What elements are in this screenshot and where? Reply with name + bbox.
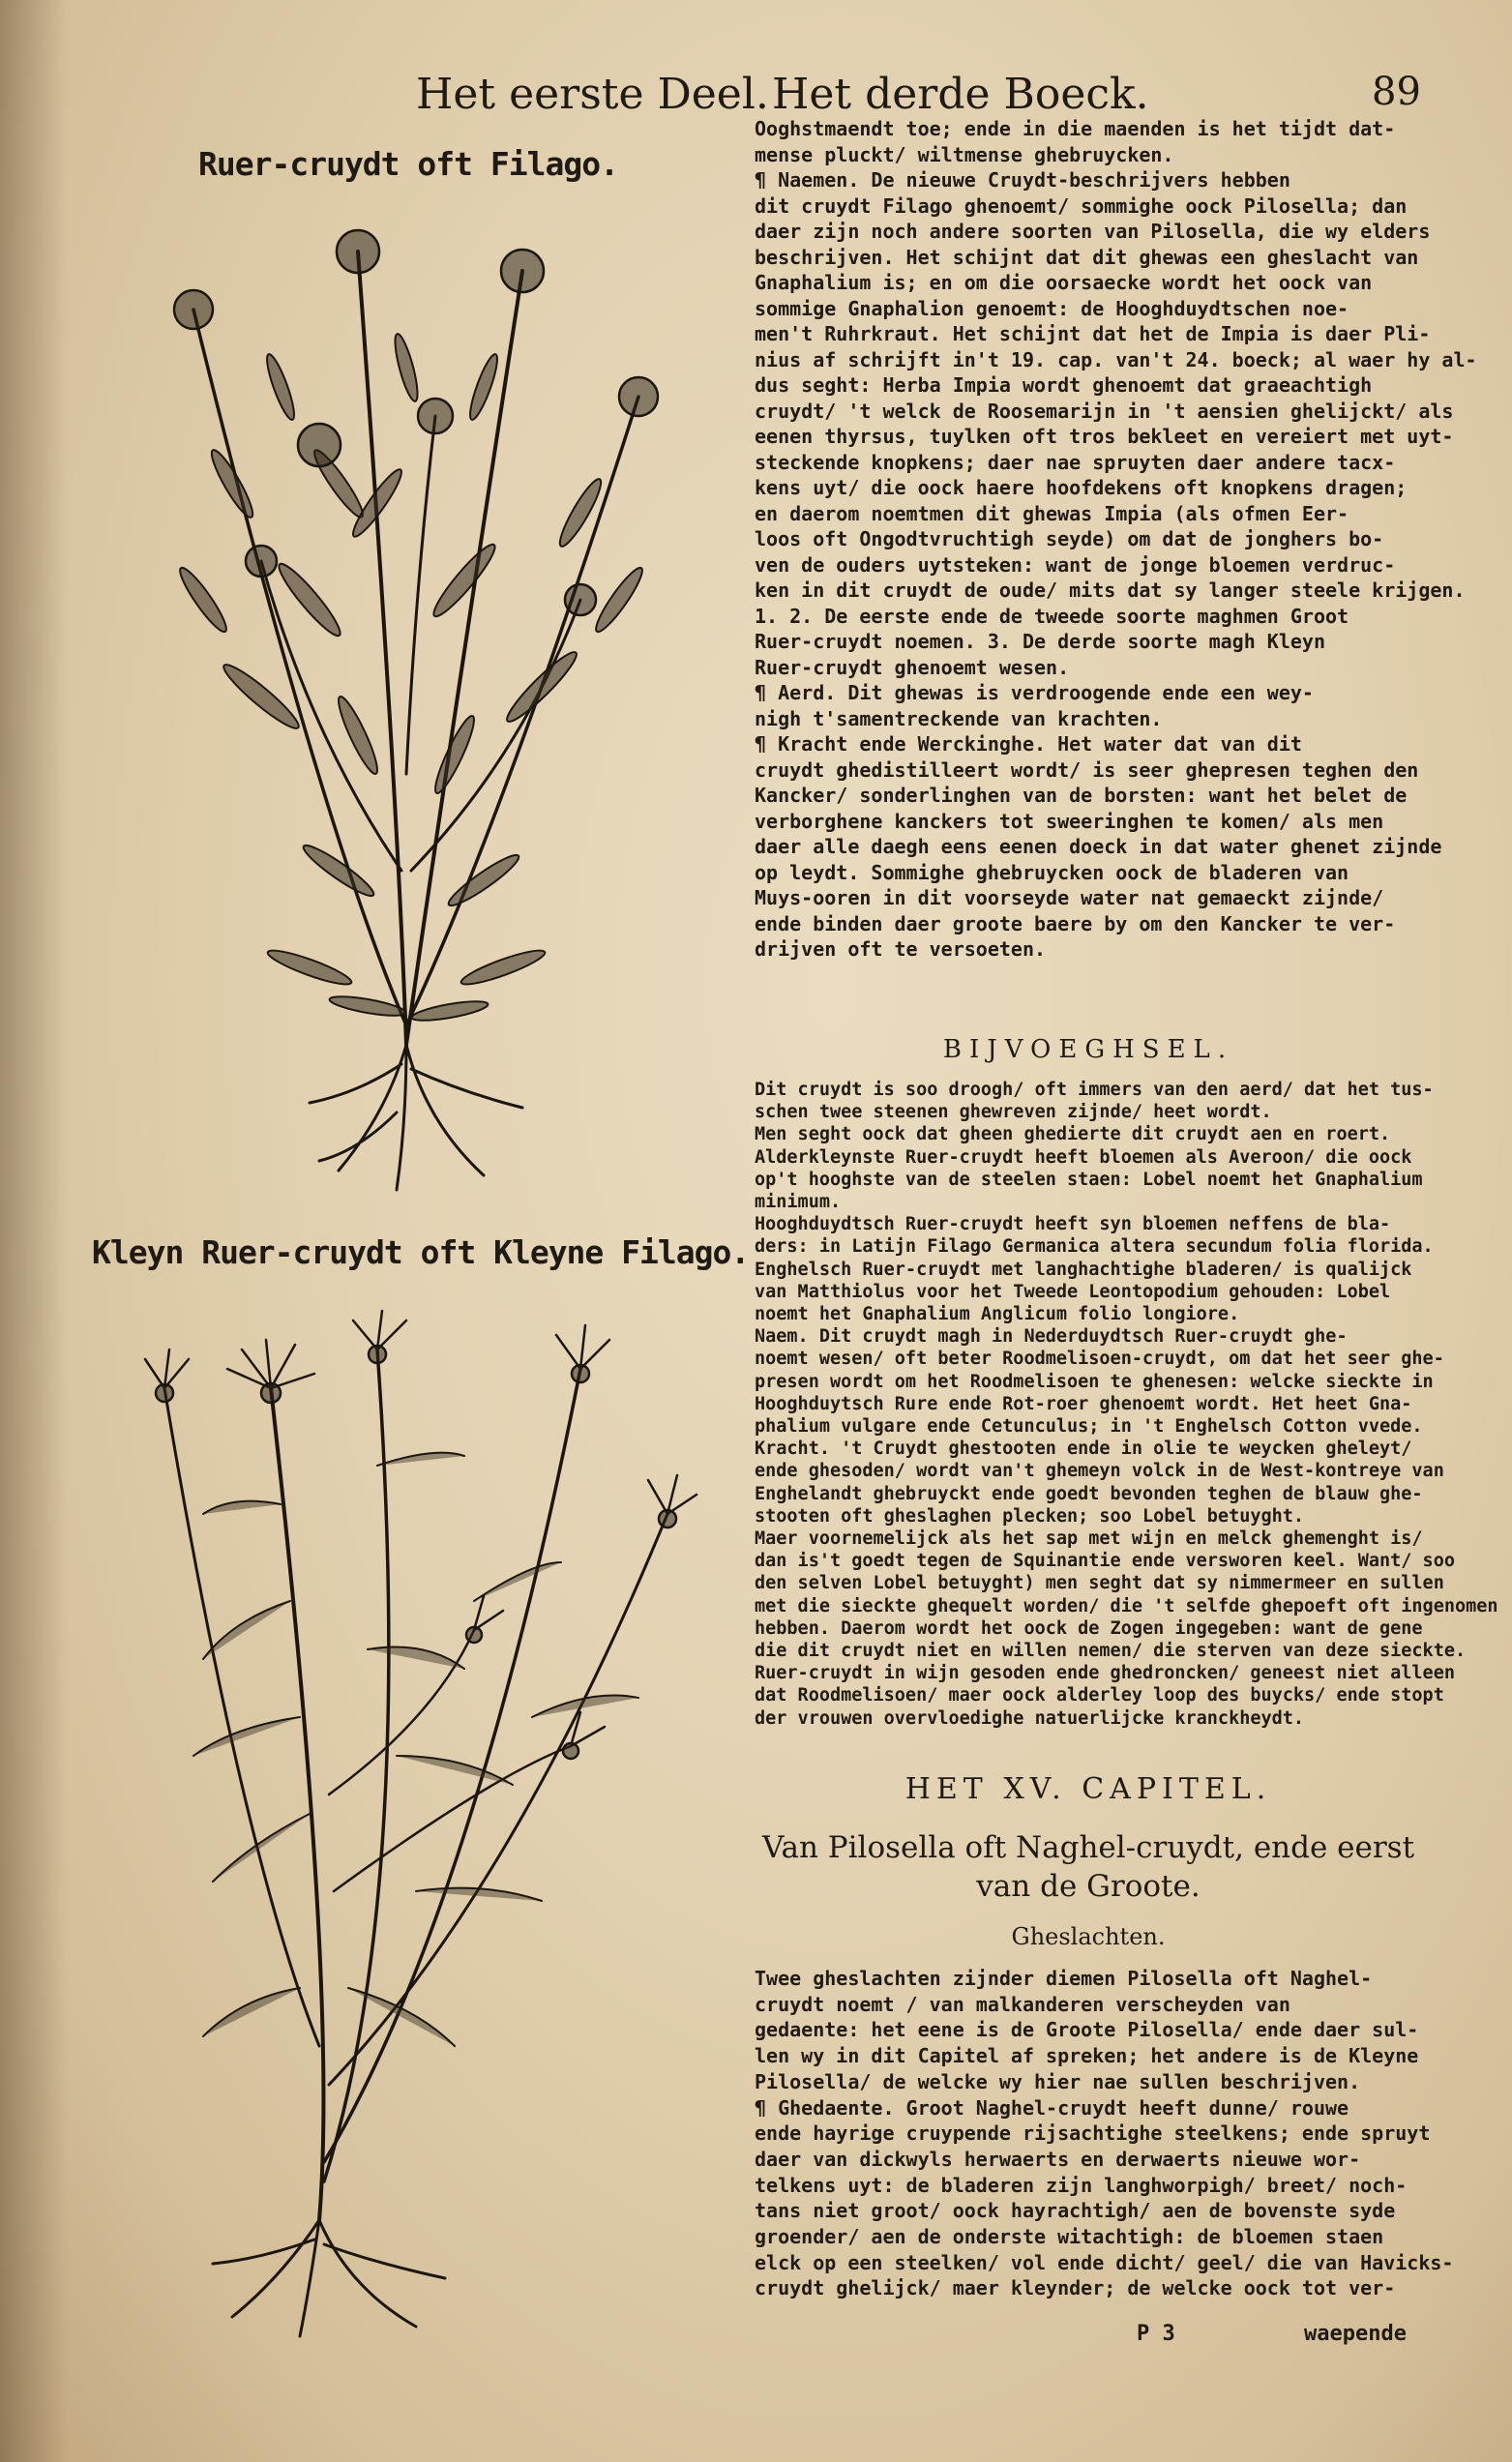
text-line: Naem. Dit cruydt magh in Nederduydtsch Ruer-cruydt ghe- [755, 1326, 1348, 1348]
text-line: Enghelsch Ruer-cruydt met langhachtighe bladeren/ is qualijck [755, 1259, 1412, 1280]
text-line: den selven Lobel betuyght) men seght dat sy nimmermeer en sullen [755, 1573, 1444, 1594]
text-line: op leydt. Sommighe ghebruycken oock de bladeren van [755, 860, 1349, 884]
text-line: daer alle daegh eens eenen doeck in dat water ghenet zijnde [755, 835, 1442, 858]
text-line: op't hooghste van de steelen staen: Lobel noemt het Gnaphalium [755, 1169, 1423, 1190]
section-heading-bijvoeghsel: BIJVOEGHSEL. [942, 1035, 1234, 1064]
text-line: met die sieckte ghequelt worden/ die 't selfde ghepoeft oft ingenomen [755, 1595, 1498, 1617]
text-line: en daerom noemtmen dit ghewas Impia (als ofmen Eer- [755, 501, 1349, 525]
catchword: waepende [1304, 2322, 1407, 2346]
text-line: Kancker/ sonderlinghen van de borsten: want het belet de [755, 784, 1408, 807]
text-line: ders: in Latijn Filago Germanica altera secundum folia florida. [755, 1236, 1434, 1258]
text-line: beschrijven. Het schijnt dat dit ghewas een gheslacht van [755, 245, 1419, 269]
text-line: elck op een steelken/ vol ende dicht/ geel/ die van Havicks- [755, 2250, 1454, 2274]
text-line: sommige Gnaphalion genoemt: de Hooghduydtschen noe- [755, 296, 1349, 320]
text-line: Twee gheslachten zijnder diemen Pilosella oft Naghel- [755, 1967, 1373, 1990]
text-line: Muys-ooren in dit voorseyde water nat gemaeckt zijnde/ [755, 886, 1384, 909]
text-line: loos oft Ongodtvruchtigh seyde) om dat de jonghers bo- [755, 527, 1384, 550]
figure-caption-top: Ruer-cruydt oft Filago. [198, 145, 618, 183]
text-line: cruydt ghedistilleert wordt/ is seer ghepresen teghen den [755, 757, 1419, 782]
text-line: presen wordt om het Roodmelisoen te ghenesen: welcke sieckte in [755, 1371, 1434, 1392]
text-line: 1. 2. De eerste ende de tweede soorte maghmen Groot [755, 604, 1349, 628]
chapter-subtitle-line: van de Groote. [976, 1869, 1201, 1904]
text-line: Dit cruydt is soo droogh/ oft immers van den aerd/ dat het tus- [755, 1080, 1434, 1100]
text-line: hebben. Daerom wordt het oock de Zogen ingegeben: want de gene [755, 1617, 1423, 1639]
running-head-part: Het eerste Deel. [416, 70, 769, 119]
text-line: dus seght: Herba Impia wordt ghenoemt dat graeachtigh [755, 373, 1373, 397]
text-line: ¶ Aerd. Dit ghewas is verdroogende ende een wey- [755, 681, 1314, 704]
text-line: ende ghesoden/ wordt van't ghemeyn volck in de West-kontreye van [755, 1461, 1444, 1482]
page-edge-shadow [0, 0, 68, 2462]
text-line: schen twee steenen ghewreven zijnde/ heet wordt. [755, 1102, 1272, 1123]
text-line: Hooghduydtsch Ruer-cruydt heeft syn bloemen neffens de bla- [755, 1214, 1391, 1235]
page-number: 89 [1372, 70, 1421, 114]
text-line: groender/ aen de onderste witachtigh: de bloemen staen [755, 2225, 1384, 2249]
text-line: tans niet groot/ oock hayrachtigh/ aen de bovenste syde [755, 2199, 1396, 2223]
text-line: mense pluckt/ wiltmense ghebruycken. [755, 142, 1174, 166]
text-line: nigh t'samentreckende van krachten. [755, 706, 1163, 730]
text-line: Enghelandt ghebruyckt ende goedt bevonden teghen de blauw ghe- [755, 1483, 1423, 1504]
text-line: eenen thyrsus, tuylken oft tros bekleet en vereiert met uyt- [755, 425, 1454, 448]
text-line: Maer voornemelijck als het sap met wijn en melck ghemenght is/ [755, 1528, 1423, 1550]
text-line: Hooghduytsch Rure ende Rot-roer ghenoemt wordt. Het heet Gna- [755, 1393, 1412, 1414]
signature-mark: P 3 [1137, 2322, 1175, 2346]
text-line: cruydt/ 't welck de Roosemarijn in 't aensien ghelijckt/ als [755, 399, 1454, 423]
text-line: ¶ Ghedaente. Groot Naghel-cruydt heeft dunne/ rouwe [755, 2095, 1349, 2120]
text-line: noemt het Gnaphalium Anglicum folio longiore. [755, 1304, 1240, 1325]
text-line: die dit cruydt niet en willen nemen/ die sterven van deze sieckte. [755, 1641, 1467, 1662]
text-line: Alderkleynste Ruer-cruydt heeft bloemen als Averoon/ die oock [755, 1146, 1412, 1168]
text-line: Ruer-cruydt noemen. 3. De derde soorte magh Kleyn [755, 630, 1326, 653]
text-line: Kracht. 't Cruydt ghestooten ende in olie te weycken gheleyt/ [755, 1439, 1412, 1460]
woodcut-filago-illustration [116, 193, 697, 1200]
woodcut-small-filago-illustration [126, 1311, 697, 2341]
text-line: steckende knopkens; daer nae spruyten daer andere tacx- [755, 450, 1396, 474]
text-line: Ruer-cruydt in wijn gesoden ende ghedroncken/ geneest niet alleen [755, 1663, 1455, 1684]
body-text-bijvoeghsel [755, 1079, 1498, 1730]
text-line: Gnaphalium is; en om die oorsaecke wordt het oock van [755, 271, 1373, 294]
text-line: Pilosella/ de welcke wy hier nae sullen beschrijven. [755, 2069, 1361, 2093]
text-line: drijven oft te versoeten. [755, 937, 1047, 961]
text-line: ende hayrige cruypende rijsachtighe steelkens; ende spruyt [755, 2121, 1431, 2146]
body-text-top [755, 116, 1477, 963]
chapter-title: HET XV. CAPITEL. [904, 1772, 1272, 1806]
text-line: der vrouwen overvloedighe natuerlijcke kranckheydt. [755, 1707, 1305, 1729]
text-line: dan is't goedt tegen de Squinantie ende versworen keel. Want/ soo [755, 1551, 1455, 1572]
text-line: len wy in dit Capitel af spreken; het andere is de Kleyne [755, 2044, 1419, 2068]
text-line: cruydt noemt / van malkanderen verscheyden van [755, 1992, 1290, 2016]
running-head-book: Het derde Boeck. [772, 70, 1149, 119]
text-line: noemt wesen/ oft beter Roodmelisoen-cruydt, om dat het seer ghe- [755, 1349, 1444, 1370]
body-text-bottom [755, 1966, 1454, 2301]
text-line: telkens uyt: de bladeren zijn langhworpigh/ breet/ noch- [755, 2173, 1408, 2197]
text-line: dit cruydt Filago ghenoemt/ sommighe oock Pilosella; dan [755, 193, 1408, 218]
text-line: ven de ouders uytsteken: want de jonge bloemen verdruc- [755, 552, 1396, 577]
text-line: ende binden daer groote baere by om den Kancker te ver- [755, 911, 1396, 935]
text-line: Ruer-cruydt ghenoemt wesen. [755, 655, 1070, 679]
text-line: dat Roodmelisoen/ maer oock alderley loop des buycks/ ende stopt [755, 1685, 1444, 1706]
text-line: Ooghstmaendt toe; ende in die maenden is het tijdt dat- [755, 117, 1396, 140]
text-line: nius af schrijft in't 19. cap. van't 24. boeck; al waer hy al- [755, 347, 1477, 371]
text-line: gedaente: het eene is de Groote Pilosella/ ende daer sul- [755, 2018, 1419, 2042]
text-line: ken in dit cruydt de oude/ mits dat sy langer steele krijgen. [755, 578, 1466, 602]
text-line: ¶ Kracht ende Werckinghe. Het water dat van dit [755, 732, 1302, 756]
text-line: kens uyt/ die oock haere hoofdekens oft knopkens dragen; [755, 476, 1408, 499]
text-line: minimum. [755, 1192, 842, 1213]
chapter-subtitle [755, 1828, 1422, 1906]
text-line: cruydt ghelijck/ maer kleynder; de welcke oock tot ver- [755, 2276, 1396, 2300]
chapter-subtitle-line: Van Pilosella oft Naghel-cruydt, ende eerst [761, 1830, 1415, 1865]
text-line: daer zijn noch andere soorten van Pilosella, die wy elders [755, 220, 1431, 243]
text-line: verborghene kanckers tot sweeringhen te komen/ als men [755, 809, 1384, 833]
text-line: Men seght oock dat gheen ghedierte dit cruydt aen en roert. [755, 1124, 1391, 1145]
section-heading-gheslachten: Gheslachten. [1011, 1923, 1166, 1950]
text-line: phalium vulgare ende Cetunculus; in 't Enghelsch Cotton vvede. [755, 1416, 1423, 1438]
figure-caption-bottom: Kleyn Ruer-cruydt oft Kleyne Filago. [92, 1233, 750, 1271]
text-line: men't Ruhrkraut. Het schijnt dat het de Impia is daer Pli- [755, 322, 1431, 345]
text-line: van Matthiolus voor het Tweede Leontopodium gehouden: Lobel [755, 1281, 1391, 1302]
text-line: stooten oft gheslaghen plecken; soo Lobel betuyght. [755, 1505, 1305, 1527]
text-line: ¶ Naemen. De nieuwe Cruydt-beschrijvers hebben [755, 168, 1290, 192]
text-line: daer van dickwyls herwaerts en derwaerts nieuwe wor- [755, 2147, 1361, 2171]
